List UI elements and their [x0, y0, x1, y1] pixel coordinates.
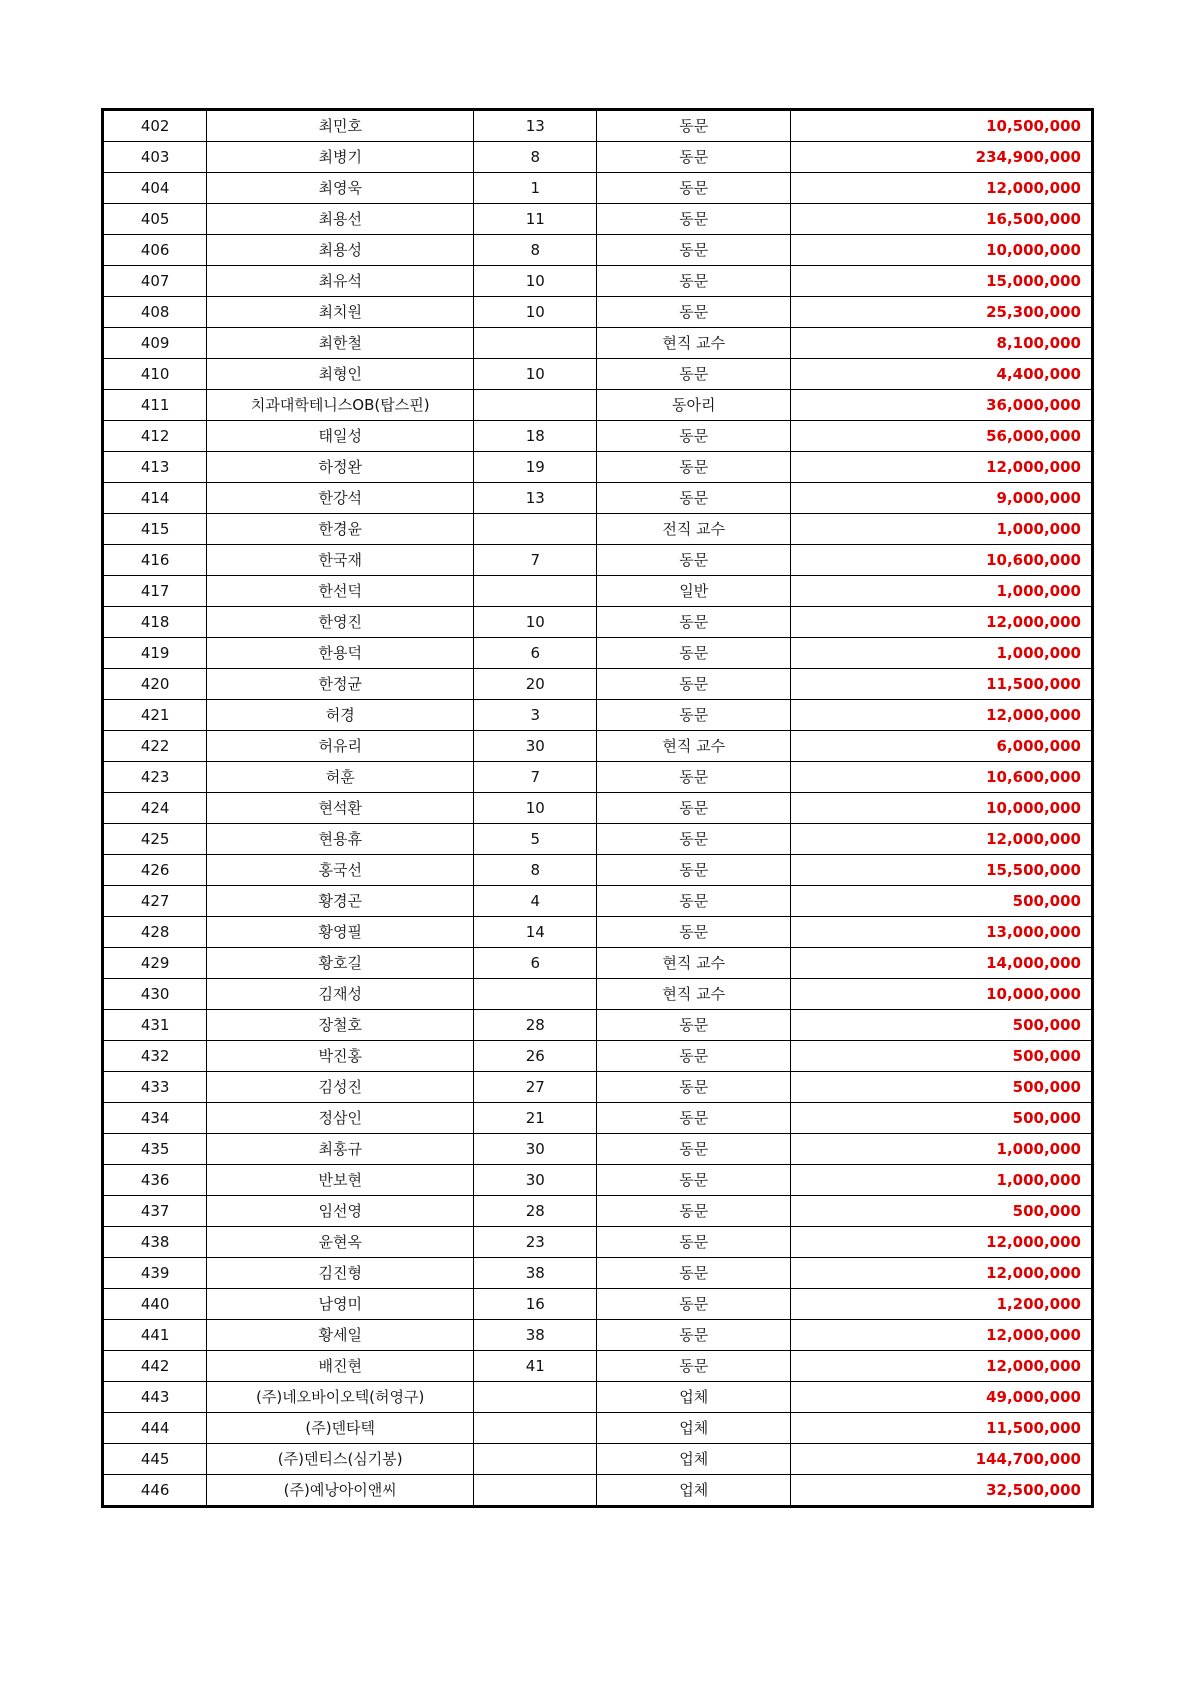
donor-type-cell: 현직 교수: [597, 328, 791, 359]
table-row: [103, 1196, 1093, 1227]
class-year-cell: 27: [474, 1072, 597, 1103]
donor-type-cell: 동문: [597, 545, 791, 576]
table-row: [103, 1289, 1093, 1320]
table-row: [103, 1444, 1093, 1475]
donation-amount-cell: 10,500,000: [791, 110, 1093, 142]
donor-name-cell: 하정완: [207, 452, 474, 483]
donor-type-cell: 동문: [597, 669, 791, 700]
donor-type-cell: 동문: [597, 1196, 791, 1227]
row-number-cell: 407: [103, 266, 207, 297]
table-row: [103, 669, 1093, 700]
donor-name-cell: 한강석: [207, 483, 474, 514]
donor-type-cell: 현직 교수: [597, 948, 791, 979]
donation-amount-cell: 500,000: [791, 1103, 1093, 1134]
donor-name-cell: 현석환: [207, 793, 474, 824]
donor-type-cell: 동문: [597, 638, 791, 669]
table-row: [103, 638, 1093, 669]
row-number-cell: 445: [103, 1444, 207, 1475]
row-number-cell: 408: [103, 297, 207, 328]
donor-type-cell: 동문: [597, 855, 791, 886]
donor-name-cell: 김재성: [207, 979, 474, 1010]
donation-amount-cell: 12,000,000: [791, 1320, 1093, 1351]
class-year-cell: [474, 1382, 597, 1413]
row-number-cell: 429: [103, 948, 207, 979]
donor-name-cell: 최민호: [207, 110, 474, 142]
donation-amount-cell: 12,000,000: [791, 1351, 1093, 1382]
row-number-cell: 432: [103, 1041, 207, 1072]
donation-amount-cell: 4,400,000: [791, 359, 1093, 390]
donor-name-cell: 태일성: [207, 421, 474, 452]
table-row: [103, 1041, 1093, 1072]
donor-name-cell: 한국재: [207, 545, 474, 576]
donation-amount-cell: 1,000,000: [791, 576, 1093, 607]
table-row: [103, 514, 1093, 545]
donor-name-cell: 윤현옥: [207, 1227, 474, 1258]
row-number-cell: 425: [103, 824, 207, 855]
donor-type-cell: 동문: [597, 421, 791, 452]
donation-amount-cell: 32,500,000: [791, 1475, 1093, 1507]
table-row: [103, 576, 1093, 607]
table-row: [103, 173, 1093, 204]
donor-type-cell: 업체: [597, 1444, 791, 1475]
class-year-cell: 20: [474, 669, 597, 700]
class-year-cell: 11: [474, 204, 597, 235]
row-number-cell: 416: [103, 545, 207, 576]
row-number-cell: 421: [103, 700, 207, 731]
row-number-cell: 446: [103, 1475, 207, 1507]
table-row: [103, 1320, 1093, 1351]
row-number-cell: 412: [103, 421, 207, 452]
class-year-cell: 4: [474, 886, 597, 917]
class-year-cell: 8: [474, 142, 597, 173]
row-number-cell: 444: [103, 1413, 207, 1444]
donor-name-cell: (주)예낭아이앤씨: [207, 1475, 474, 1507]
table-row: [103, 421, 1093, 452]
row-number-cell: 426: [103, 855, 207, 886]
donor-name-cell: 최용선: [207, 204, 474, 235]
donor-type-cell: 동문: [597, 1103, 791, 1134]
class-year-cell: 6: [474, 948, 597, 979]
class-year-cell: 21: [474, 1103, 597, 1134]
class-year-cell: 1: [474, 173, 597, 204]
donor-name-cell: 최유석: [207, 266, 474, 297]
donor-name-cell: 황영필: [207, 917, 474, 948]
donor-name-cell: (주)덴티스(심기봉): [207, 1444, 474, 1475]
donation-amount-cell: 13,000,000: [791, 917, 1093, 948]
row-number-cell: 415: [103, 514, 207, 545]
donor-name-cell: 최한철: [207, 328, 474, 359]
donor-type-cell: 업체: [597, 1413, 791, 1444]
table-row: [103, 1134, 1093, 1165]
donation-amount-cell: 9,000,000: [791, 483, 1093, 514]
table-row: [103, 793, 1093, 824]
donor-name-cell: 정삼인: [207, 1103, 474, 1134]
class-year-cell: [474, 1413, 597, 1444]
donor-type-cell: 동문: [597, 1351, 791, 1382]
donor-type-cell: 일반: [597, 576, 791, 607]
donor-name-cell: (주)네오바이오텍(허영구): [207, 1382, 474, 1413]
row-number-cell: 420: [103, 669, 207, 700]
donor-type-cell: 동문: [597, 1134, 791, 1165]
donor-type-cell: 업체: [597, 1382, 791, 1413]
table-row: [103, 886, 1093, 917]
class-year-cell: 19: [474, 452, 597, 483]
donation-amount-cell: 12,000,000: [791, 607, 1093, 638]
class-year-cell: 28: [474, 1010, 597, 1041]
donor-type-cell: 동문: [597, 917, 791, 948]
donation-amount-cell: 500,000: [791, 1072, 1093, 1103]
donor-name-cell: 최홍규: [207, 1134, 474, 1165]
row-number-cell: 438: [103, 1227, 207, 1258]
donor-name-cell: 황세일: [207, 1320, 474, 1351]
donor-name-cell: 김진형: [207, 1258, 474, 1289]
donor-name-cell: 임선영: [207, 1196, 474, 1227]
donor-type-cell: 동문: [597, 173, 791, 204]
donor-type-cell: 동문: [597, 762, 791, 793]
class-year-cell: 38: [474, 1320, 597, 1351]
row-number-cell: 424: [103, 793, 207, 824]
row-number-cell: 422: [103, 731, 207, 762]
class-year-cell: [474, 328, 597, 359]
table-row: [103, 1103, 1093, 1134]
row-number-cell: 440: [103, 1289, 207, 1320]
donation-amount-cell: 49,000,000: [791, 1382, 1093, 1413]
donation-amount-cell: 1,000,000: [791, 1165, 1093, 1196]
row-number-cell: 410: [103, 359, 207, 390]
row-number-cell: 430: [103, 979, 207, 1010]
donor-type-cell: 전직 교수: [597, 514, 791, 545]
class-year-cell: 16: [474, 1289, 597, 1320]
class-year-cell: 30: [474, 1134, 597, 1165]
donation-amount-cell: 1,000,000: [791, 638, 1093, 669]
donation-amount-cell: 1,000,000: [791, 1134, 1093, 1165]
donor-type-cell: 동문: [597, 235, 791, 266]
donation-amount-cell: 12,000,000: [791, 1227, 1093, 1258]
donation-amount-cell: 10,000,000: [791, 235, 1093, 266]
row-number-cell: 427: [103, 886, 207, 917]
donor-name-cell: 현용휴: [207, 824, 474, 855]
donation-amount-cell: 56,000,000: [791, 421, 1093, 452]
donor-type-cell: 동문: [597, 1165, 791, 1196]
donor-type-cell: 동아리: [597, 390, 791, 421]
class-year-cell: [474, 1475, 597, 1507]
table-row: [103, 1475, 1093, 1507]
table-row: [103, 979, 1093, 1010]
table-row: [103, 483, 1093, 514]
donor-type-cell: 동문: [597, 824, 791, 855]
donor-name-cell: 최병기: [207, 142, 474, 173]
table-row: [103, 1258, 1093, 1289]
class-year-cell: 10: [474, 359, 597, 390]
row-number-cell: 431: [103, 1010, 207, 1041]
donation-amount-cell: 10,000,000: [791, 793, 1093, 824]
table-row: [103, 917, 1093, 948]
donor-type-cell: 동문: [597, 483, 791, 514]
donor-name-cell: 허유리: [207, 731, 474, 762]
table-row: [103, 855, 1093, 886]
row-number-cell: 443: [103, 1382, 207, 1413]
donor-name-cell: 한선덕: [207, 576, 474, 607]
donor-name-cell: 허경: [207, 700, 474, 731]
donation-amount-cell: 36,000,000: [791, 390, 1093, 421]
table-row: [103, 607, 1093, 638]
row-number-cell: 439: [103, 1258, 207, 1289]
table-row: [103, 700, 1093, 731]
donation-amount-cell: 11,500,000: [791, 1413, 1093, 1444]
table-row: [103, 297, 1093, 328]
class-year-cell: 10: [474, 297, 597, 328]
row-number-cell: 419: [103, 638, 207, 669]
class-year-cell: [474, 1444, 597, 1475]
row-number-cell: 406: [103, 235, 207, 266]
donation-amount-cell: 12,000,000: [791, 700, 1093, 731]
row-number-cell: 442: [103, 1351, 207, 1382]
table-row: [103, 204, 1093, 235]
donor-type-cell: 동문: [597, 266, 791, 297]
donor-name-cell: 김성진: [207, 1072, 474, 1103]
row-number-cell: 433: [103, 1072, 207, 1103]
donor-name-cell: 한용덕: [207, 638, 474, 669]
donor-name-cell: 한경윤: [207, 514, 474, 545]
donation-amount-cell: 234,900,000: [791, 142, 1093, 173]
row-number-cell: 414: [103, 483, 207, 514]
donor-type-cell: 현직 교수: [597, 731, 791, 762]
donation-amount-cell: 11,500,000: [791, 669, 1093, 700]
class-year-cell: 30: [474, 731, 597, 762]
class-year-cell: [474, 979, 597, 1010]
table-row: [103, 266, 1093, 297]
row-number-cell: 417: [103, 576, 207, 607]
donor-type-cell: 동문: [597, 1289, 791, 1320]
donor-name-cell: 최영욱: [207, 173, 474, 204]
donation-amount-cell: 16,500,000: [791, 204, 1093, 235]
donation-amount-cell: 144,700,000: [791, 1444, 1093, 1475]
class-year-cell: 13: [474, 110, 597, 142]
donor-type-cell: 동문: [597, 793, 791, 824]
row-number-cell: 437: [103, 1196, 207, 1227]
row-number-cell: 423: [103, 762, 207, 793]
class-year-cell: 10: [474, 607, 597, 638]
class-year-cell: 26: [474, 1041, 597, 1072]
donation-amount-cell: 12,000,000: [791, 173, 1093, 204]
table-row: [103, 1382, 1093, 1413]
donation-amount-cell: 10,600,000: [791, 762, 1093, 793]
donor-name-cell: 치과대학테니스OB(탑스핀): [207, 390, 474, 421]
class-year-cell: [474, 576, 597, 607]
table-row: [103, 1413, 1093, 1444]
class-year-cell: 14: [474, 917, 597, 948]
table-row: [103, 1010, 1093, 1041]
table-row: [103, 390, 1093, 421]
class-year-cell: 8: [474, 855, 597, 886]
table-row: [103, 948, 1093, 979]
donor-name-cell: 최형인: [207, 359, 474, 390]
donation-amount-cell: 15,500,000: [791, 855, 1093, 886]
row-number-cell: 435: [103, 1134, 207, 1165]
class-year-cell: 13: [474, 483, 597, 514]
row-number-cell: 436: [103, 1165, 207, 1196]
donation-amount-cell: 12,000,000: [791, 1258, 1093, 1289]
row-number-cell: 413: [103, 452, 207, 483]
donation-amount-cell: 12,000,000: [791, 452, 1093, 483]
donation-amount-cell: 14,000,000: [791, 948, 1093, 979]
class-year-cell: 41: [474, 1351, 597, 1382]
table-row: [103, 235, 1093, 266]
donor-type-cell: 동문: [597, 1010, 791, 1041]
donor-type-cell: 동문: [597, 142, 791, 173]
donor-name-cell: 장철호: [207, 1010, 474, 1041]
donor-name-cell: 황호길: [207, 948, 474, 979]
table-row: [103, 1351, 1093, 1382]
donation-amount-cell: 500,000: [791, 1196, 1093, 1227]
class-year-cell: 18: [474, 421, 597, 452]
row-number-cell: 418: [103, 607, 207, 638]
donor-type-cell: 현직 교수: [597, 979, 791, 1010]
donor-type-cell: 동문: [597, 1320, 791, 1351]
table-row: [103, 1227, 1093, 1258]
donation-amount-cell: 25,300,000: [791, 297, 1093, 328]
row-number-cell: 403: [103, 142, 207, 173]
row-number-cell: 441: [103, 1320, 207, 1351]
donor-type-cell: 동문: [597, 359, 791, 390]
donation-amount-cell: 1,000,000: [791, 514, 1093, 545]
donor-type-cell: 동문: [597, 607, 791, 638]
table-row: [103, 824, 1093, 855]
row-number-cell: 411: [103, 390, 207, 421]
donor-type-cell: 업체: [597, 1475, 791, 1507]
table-row: [103, 731, 1093, 762]
donation-amount-cell: 10,000,000: [791, 979, 1093, 1010]
row-number-cell: 409: [103, 328, 207, 359]
donor-type-cell: 동문: [597, 204, 791, 235]
donation-amount-cell: 10,600,000: [791, 545, 1093, 576]
table-row: [103, 1072, 1093, 1103]
row-number-cell: 428: [103, 917, 207, 948]
class-year-cell: 23: [474, 1227, 597, 1258]
donor-type-cell: 동문: [597, 1072, 791, 1103]
class-year-cell: 3: [474, 700, 597, 731]
class-year-cell: 7: [474, 762, 597, 793]
class-year-cell: 8: [474, 235, 597, 266]
donation-amount-cell: 12,000,000: [791, 824, 1093, 855]
donor-type-cell: 동문: [597, 1041, 791, 1072]
donation-amount-cell: 6,000,000: [791, 731, 1093, 762]
class-year-cell: [474, 390, 597, 421]
donor-name-cell: 남영미: [207, 1289, 474, 1320]
donation-amount-cell: 500,000: [791, 886, 1093, 917]
class-year-cell: 7: [474, 545, 597, 576]
donation-amount-cell: 1,200,000: [791, 1289, 1093, 1320]
donor-type-cell: 동문: [597, 886, 791, 917]
donor-table-body: [103, 110, 1093, 1507]
class-year-cell: 38: [474, 1258, 597, 1289]
donor-name-cell: 홍국선: [207, 855, 474, 886]
donor-type-cell: 동문: [597, 297, 791, 328]
donor-type-cell: 동문: [597, 452, 791, 483]
donation-amount-cell: 8,100,000: [791, 328, 1093, 359]
donor-name-cell: (주)덴타텍: [207, 1413, 474, 1444]
table-row: [103, 545, 1093, 576]
donor-type-cell: 동문: [597, 1258, 791, 1289]
donor-name-cell: 최치원: [207, 297, 474, 328]
class-year-cell: 6: [474, 638, 597, 669]
donor-name-cell: 허훈: [207, 762, 474, 793]
table-row: [103, 762, 1093, 793]
table-row: [103, 328, 1093, 359]
row-number-cell: 402: [103, 110, 207, 142]
table-row: [103, 110, 1093, 142]
donor-name-cell: 반보현: [207, 1165, 474, 1196]
donor-name-cell: 최용성: [207, 235, 474, 266]
table-row: [103, 452, 1093, 483]
donor-type-cell: 동문: [597, 110, 791, 142]
donor-type-cell: 동문: [597, 700, 791, 731]
donation-amount-cell: 15,000,000: [791, 266, 1093, 297]
table-row: [103, 1165, 1093, 1196]
donor-name-cell: 박진홍: [207, 1041, 474, 1072]
donor-name-cell: 황경곤: [207, 886, 474, 917]
row-number-cell: 404: [103, 173, 207, 204]
class-year-cell: [474, 514, 597, 545]
class-year-cell: 5: [474, 824, 597, 855]
row-number-cell: 405: [103, 204, 207, 235]
donor-type-cell: 동문: [597, 1227, 791, 1258]
class-year-cell: 28: [474, 1196, 597, 1227]
table-row: [103, 359, 1093, 390]
table-row: [103, 142, 1093, 173]
donation-amount-cell: 500,000: [791, 1041, 1093, 1072]
row-number-cell: 434: [103, 1103, 207, 1134]
class-year-cell: 30: [474, 1165, 597, 1196]
donor-name-cell: 한정균: [207, 669, 474, 700]
donor-name-cell: 배진현: [207, 1351, 474, 1382]
class-year-cell: 10: [474, 266, 597, 297]
donor-name-cell: 한영진: [207, 607, 474, 638]
class-year-cell: 10: [474, 793, 597, 824]
donor-table: [101, 108, 1094, 1508]
donation-amount-cell: 500,000: [791, 1010, 1093, 1041]
